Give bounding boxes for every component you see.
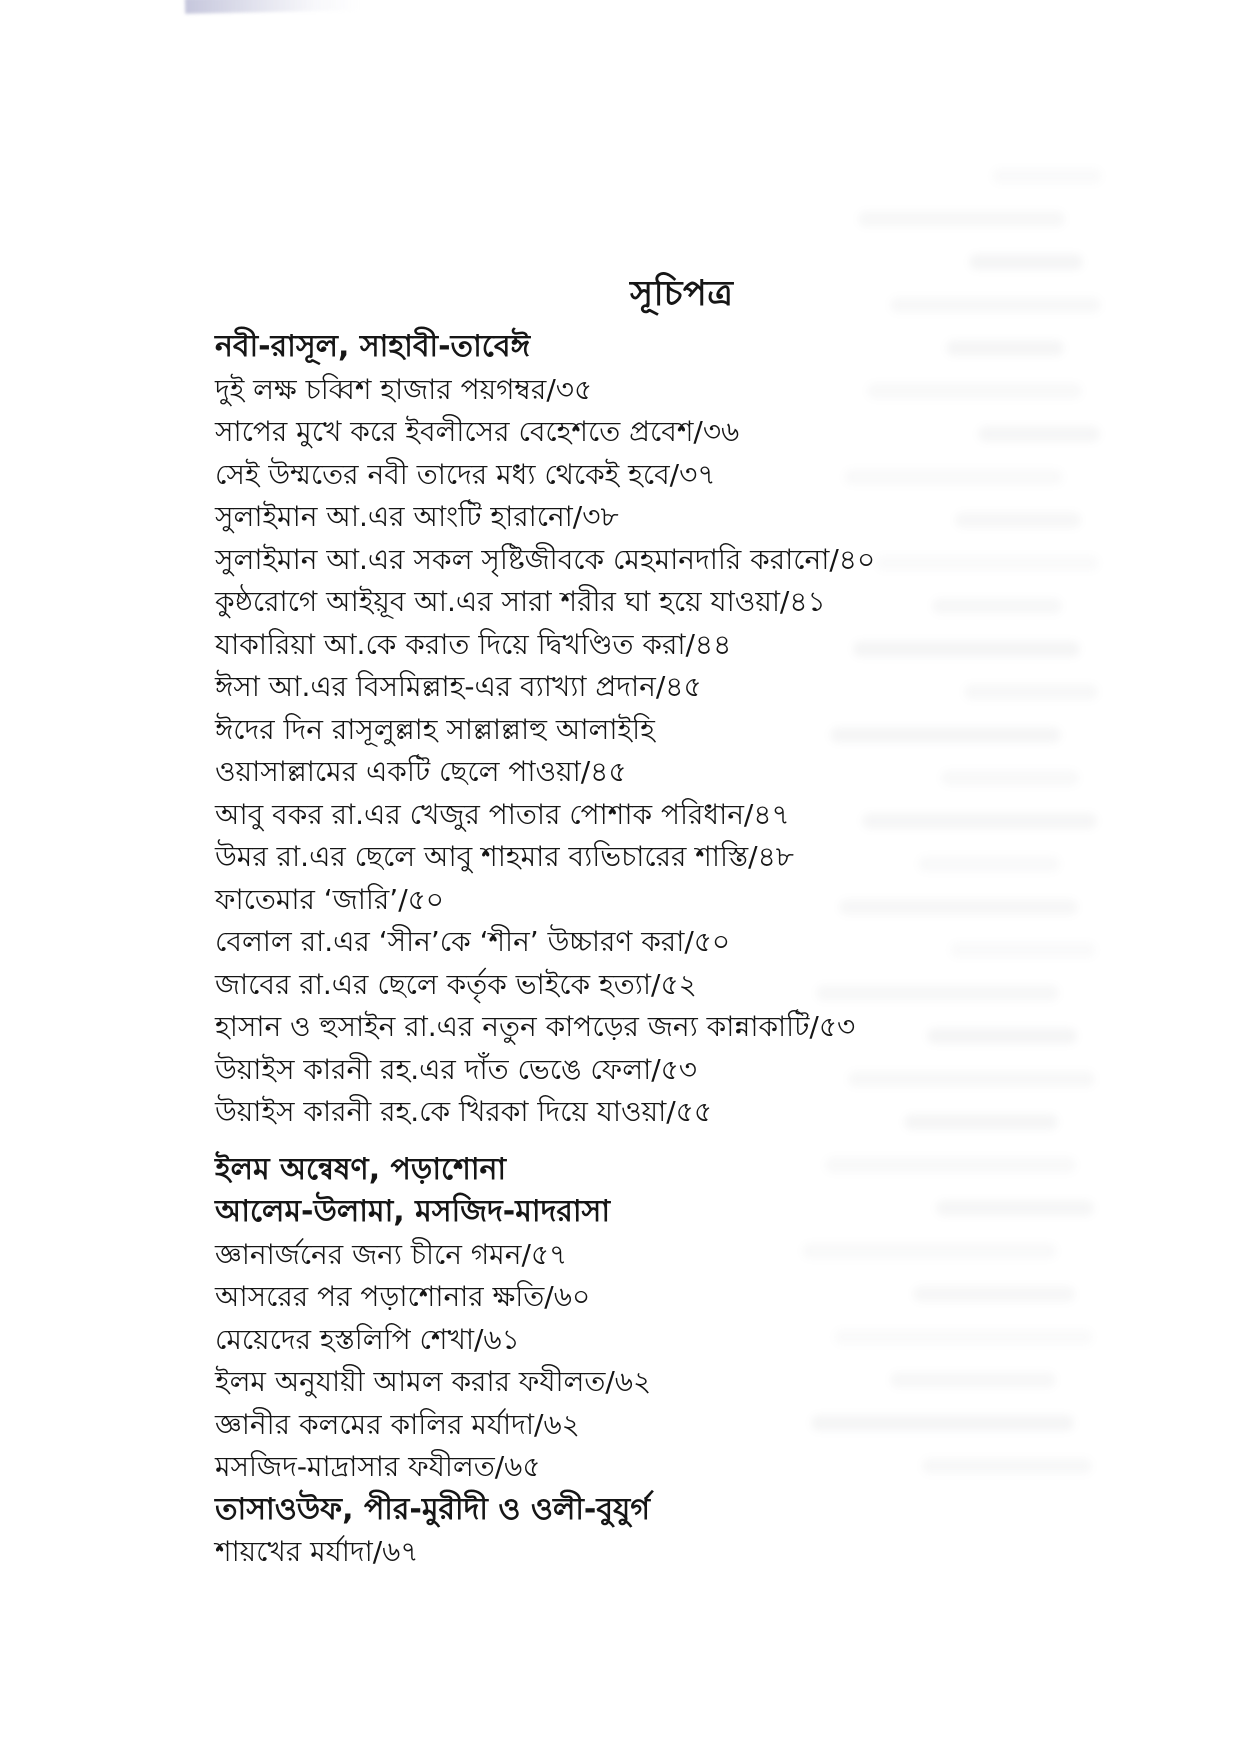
- toc-section-heading: নবী-রাসূল, সাহাবী-তাবেঈ: [215, 329, 531, 364]
- toc-entry: উয়াইস কারনী রহ.কে খিরকা দিয়ে যাওয়া/৫৫: [215, 1095, 712, 1128]
- toc-entry: আসরের পর পড়াশোনার ক্ষতি/৬০: [215, 1280, 591, 1313]
- scan-smudge-artifact: [185, 0, 360, 14]
- toc-list: [215, 326, 1155, 1574]
- toc-entry: যাকারিয়া আ.কে করাত দিয়ে দ্বিখণ্ডিত করা/৪৪: [215, 627, 732, 661]
- toc-section-heading: ইলম অন্বেষণ, পড়াশোনা: [215, 1151, 507, 1187]
- toc-entry: হাসান ও হুসাইন রা.এর নতুন কাপড়ের জন্য কান্নাকাটি/৫৩: [215, 1010, 856, 1043]
- toc-entry: ওয়াসাল্লামের একটি ছেলে পাওয়া/৪৫: [215, 755, 627, 788]
- toc-entry: জ্ঞানার্জনের জন্য চীনে গমন/৫৭: [215, 1237, 568, 1271]
- toc-entry: উমর রা.এর ছেলে আবু শাহমার ব্যভিচারের শাস্তি/৪৮: [215, 840, 794, 873]
- toc-entry: দুই লক্ষ চব্বিশ হাজার পয়গম্বর/৩৫: [215, 372, 593, 406]
- toc-entry: বেলাল রা.এর ‘সীন’কে ‘শীন’ উচ্চারণ করা/৫০: [215, 925, 731, 958]
- toc-entry: ঈসা আ.এর বিসমিল্লাহ-এর ব্যাখ্যা প্রদান/৪৫: [215, 670, 702, 703]
- toc-entry: জ্ঞানীর কলমের কালির মর্যাদা/৬২: [215, 1407, 580, 1441]
- toc-entry: সুলাইমান আ.এর সকল সৃষ্টিজীবকে মেহমানদারি করানো/৪০: [215, 542, 876, 576]
- toc-entry: মেয়েদের হস্তলিপি শেখা/৬১: [215, 1322, 520, 1356]
- toc-entry: সাপের মুখে করে ইবলীসের বেহেশতে প্রবেশ/৩৬: [215, 415, 740, 448]
- bleed-through-line: [969, 254, 1083, 270]
- bleed-through-line: [992, 168, 1102, 184]
- toc-entry: কুষ্ঠরোগে আইয়ূব আ.এর সারা শরীর ঘা হয়ে যাওয়া/৪১: [215, 585, 826, 618]
- toc-entry: ফাতেমার ‘জারি’/৫০: [215, 882, 445, 916]
- toc-entry: সুলাইমান আ.এর আংটি হারানো/৩৮: [215, 500, 619, 533]
- toc-entry: ইলম অনুযায়ী আমল করার ফযীলত/৬২: [215, 1365, 652, 1398]
- toc-title: সূচিপত্র: [630, 274, 734, 314]
- toc-entry: মসজিদ-মাদ্রাসার ফযীলত/৬৫: [215, 1450, 541, 1483]
- toc-section-heading: আলেম-উলামা, মসজিদ-মাদরাসা: [215, 1194, 611, 1229]
- toc-entry: ঈদের দিন রাসূলুল্লাহ সাল্লাল্লাহু আলাইহি: [215, 712, 655, 746]
- toc-section: [215, 326, 1155, 1134]
- toc-section: [215, 1489, 1155, 1574]
- bleed-through-line: [858, 211, 1065, 227]
- toc-entry: আবু বকর রা.এর খেজুর পাতার পোশাক পরিধান/৪৭: [215, 797, 790, 831]
- toc-section: [215, 1149, 1155, 1489]
- toc-entry: সেই উম্মতের নবী তাদের মধ্য থেকেই হবে/৩৭: [215, 457, 716, 491]
- toc-entry: জাবের রা.এর ছেলে কর্তৃক ভাইকে হত্যা/৫২: [215, 967, 697, 1001]
- toc-entry: শায়খের মর্যাদা/৬৭: [215, 1535, 419, 1568]
- bleed-through-line: [890, 297, 1101, 313]
- toc-entry: উয়াইস কারনী রহ.এর দাঁত ভেঙে ফেলা/৫৩: [215, 1052, 697, 1086]
- toc-section-heading: তাসাওউফ, পীর-মুরীদী ও ওলী-বুযুর্গ: [215, 1491, 651, 1527]
